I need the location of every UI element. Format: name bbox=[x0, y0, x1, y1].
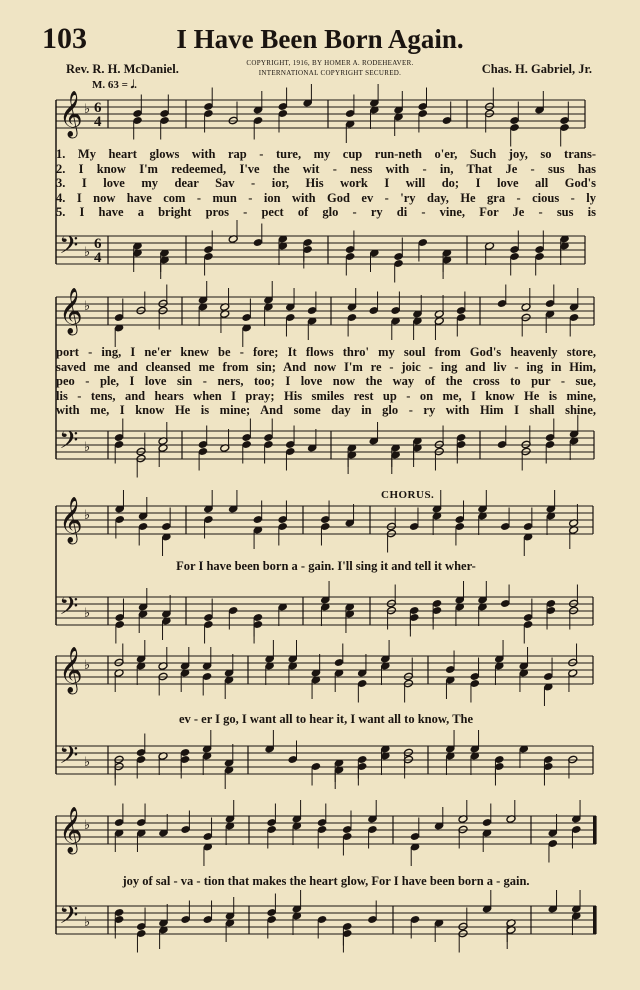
time-signature: 4 bbox=[94, 250, 102, 266]
treble-clef-icon: 𝄞 bbox=[59, 288, 83, 334]
flat-icon: ♭ bbox=[84, 245, 91, 260]
time-signature: 6 bbox=[94, 100, 102, 116]
hymn-title: I Have Been Born Again. bbox=[176, 24, 464, 54]
lyric-line: port - ing, I ne'er knew be - fore; It flows thro' my soul from God's heavenly store, bbox=[56, 345, 596, 359]
lyric-line: saved me and cleansed me from sin; And now I'm re - joic - ing and liv - ing in Him, bbox=[56, 359, 596, 374]
treble-clef-icon: 𝄞 bbox=[59, 807, 83, 853]
copyright-line-1: COPYRIGHT, 1916, BY HOMER A. RODEHEAVER. bbox=[246, 59, 414, 67]
bass-clef-icon: 𝄢 bbox=[59, 592, 79, 627]
lyric-line: peo - ple, I love sin - ners, too; I love now the way of the cross to pur - sue, bbox=[56, 374, 596, 389]
flat-icon: ♭ bbox=[84, 658, 91, 673]
flat-icon: ♭ bbox=[84, 440, 91, 455]
lyric-line: 5. I have a bright pros - pect of glo - ry di - vine, For Je - sus is bbox=[56, 205, 596, 220]
lyric-line: lis - tens, and hears when I pray; His smiles rest up - on me, I know He is mine, bbox=[56, 388, 596, 403]
flat-icon: ♭ bbox=[84, 606, 91, 621]
metronome-mark: M. 63 = 𝅗𝅥. bbox=[92, 79, 137, 91]
bass-clef-icon: 𝄢 bbox=[59, 901, 79, 936]
flat-icon: ♭ bbox=[84, 915, 91, 930]
time-signature: 4 bbox=[94, 114, 102, 130]
flat-icon: ♭ bbox=[84, 102, 91, 117]
chorus-label: CHORUS. bbox=[381, 489, 435, 501]
lyric-line: with me, I know He is mine; And some day in glo - ry with Him I shall shine, bbox=[56, 403, 596, 418]
lyric-line: 4. I now have com - mun - ion with God ev - 'ry day, He gra - cious - ly bbox=[56, 190, 596, 205]
treble-clef-icon: 𝄞 bbox=[59, 497, 83, 543]
composer-credit: Chas. H. Gabriel, Jr. bbox=[481, 62, 592, 76]
lyric-line: For I have been born a - gain. I'll sing it and tell it wher- bbox=[176, 559, 476, 573]
flat-icon: ♭ bbox=[84, 755, 91, 770]
bass-clef-icon: 𝄢 bbox=[59, 231, 79, 266]
bass-clef-icon: 𝄢 bbox=[59, 426, 79, 461]
treble-clef-icon: 𝄞 bbox=[59, 647, 83, 693]
time-signature: 6 bbox=[94, 236, 102, 252]
copyright-line-2: INTERNATIONAL COPYRIGHT SECURED. bbox=[258, 69, 402, 77]
lyric-line: 3. I love my dear Sav - ior, His work I will do; I love all God's bbox=[56, 176, 596, 191]
treble-clef-icon: 𝄞 bbox=[59, 91, 83, 137]
bass-clef-icon: 𝄢 bbox=[59, 741, 79, 776]
lyric-line: joy of sal - va - tion that makes the heart glow, For I have been born a - gain. bbox=[122, 874, 530, 888]
lyric-line: ev - er I go, I want all to hear it, I want all to know, The bbox=[178, 712, 474, 726]
author-credit: Rev. R. H. McDaniel. bbox=[66, 62, 179, 76]
final-barline bbox=[593, 906, 597, 934]
lyric-line: 1. My heart glows with rap - ture, my cup run-neth o'er, Such joy, so trans- bbox=[56, 147, 596, 161]
lyric-line: 2. I know I'm redeemed, I've the wit - ness with - in, That Je - sus has bbox=[56, 161, 596, 176]
hymn-number: 103 bbox=[42, 22, 87, 55]
final-barline bbox=[593, 816, 597, 844]
flat-icon: ♭ bbox=[84, 299, 91, 314]
flat-icon: ♭ bbox=[84, 818, 91, 833]
flat-icon: ♭ bbox=[84, 508, 91, 523]
